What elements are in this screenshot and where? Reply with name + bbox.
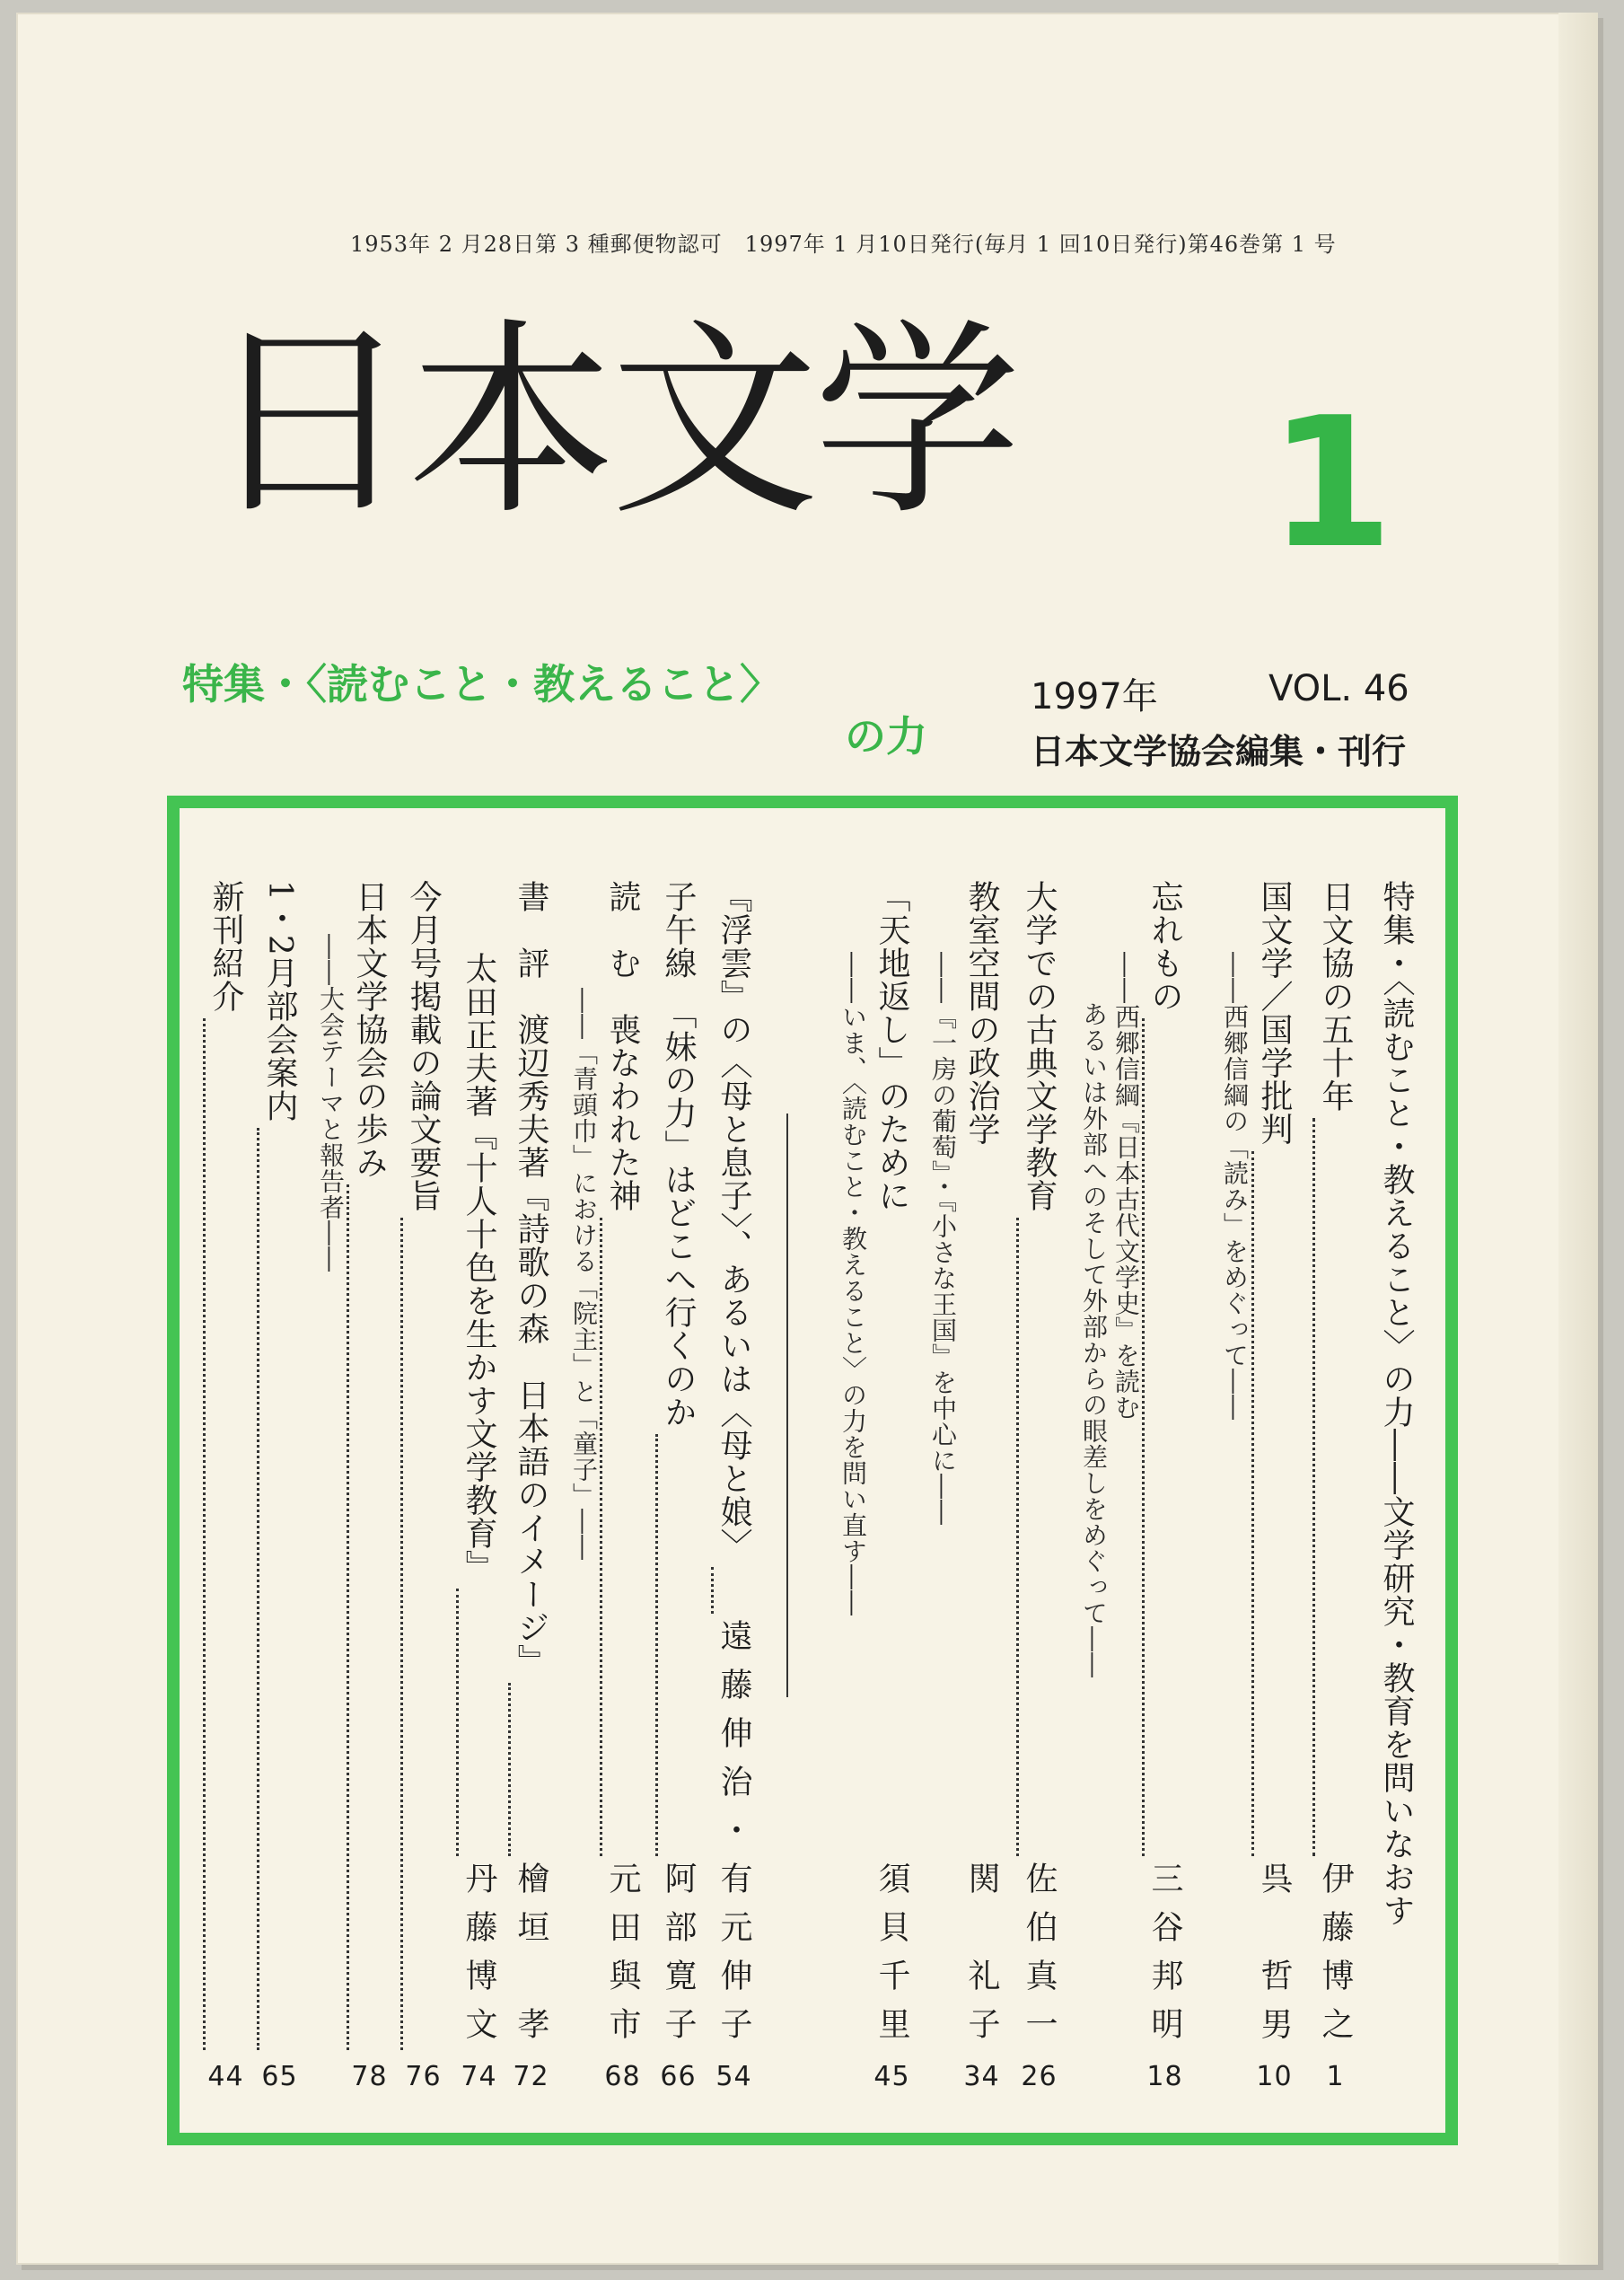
toc-item-title: 書 評 渡辺秀夫著『詩歌の森 日本語のイメージ』 (513, 880, 549, 1677)
toc-leader (508, 1683, 554, 1856)
table-of-contents (167, 796, 1458, 2145)
section-divider (786, 1114, 788, 1697)
toc-item (508, 880, 554, 2092)
toc-item-author: 三谷邦明 (1146, 1862, 1183, 2056)
toc-item-title: 忘れもの (1146, 880, 1183, 1013)
toc-item-page: 74 (461, 2061, 497, 2092)
toc-item-title: 太田正夫著『十人十色を生かす文学教育』 (461, 952, 497, 1583)
toc-item-author: 阿部寛子 (660, 1862, 697, 2056)
toc-item-subtitle: ――西郷信綱の「読み」をめぐって―― (1220, 952, 1250, 1421)
toc-item (1312, 880, 1358, 2092)
toc-leader (203, 1018, 249, 2050)
toc-item (400, 880, 446, 2092)
toc-item-page: 66 (660, 2061, 697, 2092)
toc-item-page: 10 (1256, 2061, 1293, 2092)
toc-item (257, 880, 303, 2092)
toc-item-subtitle: ――「青頭巾」における「院主」と「童子」―― (569, 988, 599, 1561)
toc-leader (600, 1218, 645, 1856)
toc-item-title: 『浮雲』の〈母と息子〉、あるいは〈母と娘〉 (715, 880, 752, 1562)
toc-item (1142, 880, 1188, 2092)
toc-item (600, 880, 645, 2092)
toc-item-title: 国文学／国学批判 (1256, 880, 1293, 1146)
toc-item-page: 76 (405, 2061, 442, 2092)
toc-item-subtitle: ――大会テーマと報告者―― (316, 934, 346, 1272)
toc-item-page: 72 (513, 2061, 549, 2092)
toc-item-title: 日文協の五十年 (1317, 880, 1354, 1113)
toc-leader (1016, 1218, 1062, 1856)
toc-leader (959, 1151, 1005, 1856)
toc-item-title: 「天地返し」のために (873, 880, 910, 1212)
toc-leader (655, 1434, 701, 1856)
toc-item (456, 952, 502, 2092)
toc-item-title: 子午線 「妹の力」はどこへ行くのか (660, 880, 697, 1429)
magazine-cover (16, 13, 1598, 2265)
postal-permit-line: 1953年 2 月28日第 3 種郵便物認可 1997年 1 月10日発行(毎月 1 回10日発行)第46巻第 1 号 (350, 232, 1337, 257)
toc-item (347, 880, 392, 2092)
toc-item-page: 18 (1146, 2061, 1183, 2092)
feature-line-1: 特集・〈読むこと・教えること〉 (182, 660, 781, 709)
toc-item-author: 関 礼子 (963, 1862, 1000, 2056)
toc-item-page: 68 (604, 2061, 641, 2092)
toc-item (711, 880, 757, 2092)
toc-item (869, 880, 915, 2092)
toc-feature-heading: 特集・〈読むこと・教えること〉の力――文学研究・教育を問いなおす (1378, 880, 1415, 1927)
toc-item-subtitle: ――西郷信綱『日本古代文学史』を読む (1111, 952, 1141, 1421)
toc-item-author: 遠藤伸治・有元伸子 (715, 1619, 752, 2056)
toc-leader (347, 1184, 392, 2050)
toc-item-page: 54 (715, 2061, 752, 2092)
toc-item (959, 880, 1005, 2092)
toc-leader (869, 1218, 915, 1856)
toc-item-author: 元田與市 (604, 1862, 641, 2056)
page-edge (1558, 13, 1598, 2265)
toc-item-title: 教室空間の政治学 (963, 880, 1000, 1146)
toc-item-page: 44 (207, 2061, 244, 2092)
volume-label: VOL. 46 (1268, 668, 1409, 709)
toc-leader (456, 1589, 502, 1856)
toc-item-page: 1 (1326, 2061, 1345, 2092)
toc-item-title: 読 む 喪なわれた神 (604, 880, 641, 1212)
toc-item-page: 34 (963, 2061, 1000, 2092)
toc-item (1016, 880, 1062, 2092)
toc-item-author: 佐伯真一 (1021, 1862, 1058, 2056)
toc-leader (1312, 1118, 1358, 1856)
toc-item-title: 大学での古典文学教育 (1021, 880, 1058, 1212)
issue-number: 1 (1268, 379, 1394, 588)
toc-item-subtitle-2: あるいは外部へのそして外部からの眼差しをめぐって―― (1079, 1001, 1109, 1678)
magazine-title: 日本文学 (205, 301, 1017, 543)
toc-item-author: 呉 哲男 (1256, 1862, 1293, 2056)
toc-item (1251, 880, 1297, 2092)
toc-item-author: 丹藤博文 (461, 1862, 497, 2056)
toc-leader (1251, 1151, 1297, 1856)
toc-item-title: 今月号掲載の論文要旨 (405, 880, 442, 1212)
toc-item-author: 檜垣 孝 (513, 1862, 549, 2056)
toc-item-subtitle: ――『一房の葡萄』・『小さな王国』を中心に―― (928, 952, 958, 1526)
toc-item-page: 78 (351, 2061, 388, 2092)
publisher-label: 日本文学協会編集・刊行 (1031, 732, 1407, 771)
toc-item (655, 880, 701, 2092)
toc-item-author: 伊藤博之 (1317, 1862, 1354, 2056)
toc-item-title: 1・2月部会案内 (261, 880, 298, 1122)
toc-item-title: 日本文学協会の歩み (351, 880, 388, 1179)
publication-year: 1997年 (1031, 676, 1158, 717)
toc-item-page: 26 (1021, 2061, 1058, 2092)
toc-item (203, 880, 249, 2092)
toc-leader (257, 1128, 303, 2050)
toc-leader (400, 1218, 446, 2050)
toc-item-title: 新刊紹介 (207, 880, 244, 1013)
toc-item-subtitle: ――いま、〈読むこと・教えること〉の力を問い直す―― (838, 952, 868, 1616)
toc-item-page: 65 (261, 2061, 298, 2092)
toc-leader (711, 1567, 757, 1614)
toc-item-author: 須貝千里 (873, 1862, 910, 2056)
feature-line-2: の力 (845, 711, 927, 761)
toc-leader (1142, 1018, 1188, 1856)
feature-heading (182, 659, 927, 762)
toc-item-page: 45 (873, 2061, 910, 2092)
